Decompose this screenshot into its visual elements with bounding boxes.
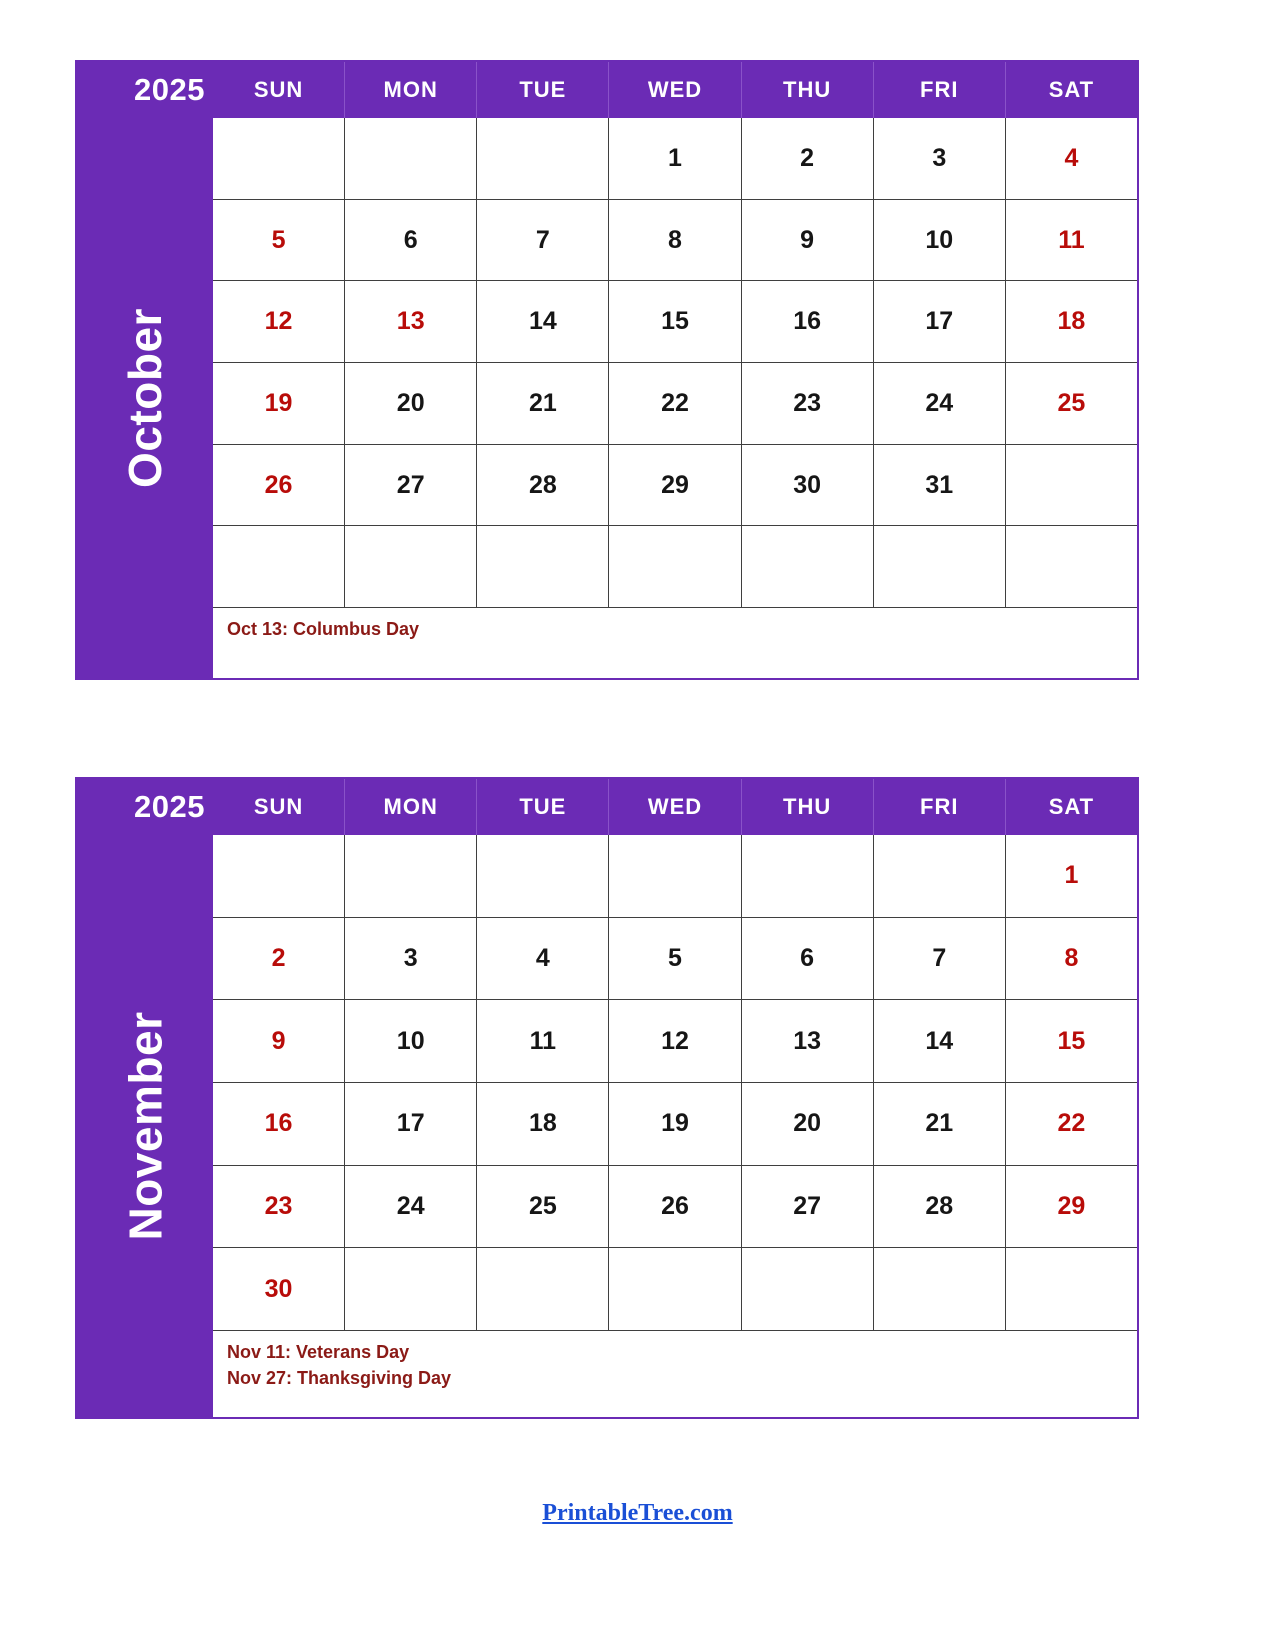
printabletree-link[interactable]: PrintableTree.com [542, 1500, 733, 1526]
week-row [213, 445, 1137, 527]
day-cell [609, 835, 741, 917]
day-cell: 16 [742, 281, 874, 362]
day-cell: 26 [609, 1166, 741, 1248]
weekday-mon: MON [345, 779, 477, 835]
weekday-tue: TUE [477, 779, 609, 835]
day-cell: 1 [609, 118, 741, 199]
month-name-october-text: October [119, 308, 171, 488]
month-name-november [77, 835, 213, 1417]
holiday-item: Nov 11: Veterans Day [227, 1342, 410, 1362]
day-cell [345, 835, 477, 917]
day-cell: 30 [213, 1248, 345, 1330]
day-cell [609, 526, 741, 607]
day-cell: 22 [1057, 1109, 1086, 1138]
day-cell: 18 [477, 1083, 609, 1165]
day-cell [742, 1248, 874, 1330]
week-row [213, 1000, 1137, 1083]
day-cell [477, 835, 609, 917]
day-cell: 22 [609, 363, 741, 444]
day-cell: 5 [609, 918, 741, 1000]
day-cell [213, 118, 345, 199]
day-cell [742, 835, 874, 917]
day-cell: 4 [1064, 143, 1079, 172]
day-cell-holiday: 13 [345, 281, 477, 362]
year-label-october: 2025 [134, 72, 205, 107]
day-cell: 6 [742, 918, 874, 1000]
day-cell: 3 [874, 118, 1006, 199]
weekday-tue: TUE [477, 62, 609, 118]
holiday-list-november [213, 1331, 1137, 1417]
weekday-header-november [213, 779, 1137, 835]
weekday-mon: MON [345, 62, 477, 118]
day-cell [213, 526, 345, 607]
day-cell: 14 [477, 281, 609, 362]
month-band-november [77, 779, 213, 1417]
week-row [213, 118, 1137, 200]
day-cell: 9 [742, 200, 874, 281]
day-cell: 4 [477, 918, 609, 1000]
day-cell: 18 [1057, 307, 1086, 336]
day-cell: 26 [213, 445, 345, 526]
weekday-header-october [213, 62, 1137, 118]
day-cell: 21 [477, 363, 609, 444]
day-cell: 29 [609, 445, 741, 526]
day-cell: 5 [213, 200, 345, 281]
week-row [213, 1166, 1137, 1249]
day-cell: 27 [345, 445, 477, 526]
holiday-list-october [213, 608, 1137, 678]
day-cell: 7 [477, 200, 609, 281]
day-cell: 7 [874, 918, 1006, 1000]
day-cell: 12 [213, 281, 345, 362]
day-cell [874, 1248, 1006, 1330]
day-cell: 25 [477, 1166, 609, 1248]
day-cell: 2 [742, 118, 874, 199]
calendar-october [75, 60, 1139, 680]
day-cell: 12 [609, 1000, 741, 1082]
day-cell [477, 526, 609, 607]
day-cell [874, 835, 1006, 917]
week-row [213, 526, 1137, 608]
day-cell: 19 [609, 1083, 741, 1165]
day-grid-november [213, 835, 1137, 1331]
day-cell: 16 [213, 1083, 345, 1165]
day-cell: 28 [477, 445, 609, 526]
day-cell [1006, 526, 1137, 607]
day-cell [477, 1248, 609, 1330]
weekday-sun: SUN [213, 62, 345, 118]
day-cell: 21 [874, 1083, 1006, 1165]
day-cell: 6 [345, 200, 477, 281]
day-cell: 20 [345, 363, 477, 444]
holiday-item: Nov 27: Thanksgiving Day [227, 1368, 452, 1389]
day-cell: 24 [874, 363, 1006, 444]
day-cell: 14 [874, 1000, 1006, 1082]
day-cell: 10 [345, 1000, 477, 1082]
month-band-october [77, 62, 213, 678]
day-cell: 13 [742, 1000, 874, 1082]
week-row [213, 835, 1137, 918]
day-cell: 9 [213, 1000, 345, 1082]
week-row [213, 1248, 1137, 1331]
day-grid-october [213, 118, 1137, 608]
week-row [213, 200, 1137, 282]
week-row [213, 918, 1137, 1001]
day-cell [1006, 445, 1137, 526]
weekday-wed: WED [609, 62, 741, 118]
weekday-thu: THU [742, 62, 874, 118]
day-cell [345, 1248, 477, 1330]
year-label-november: 2025 [134, 789, 205, 824]
day-cell: 15 [1057, 1026, 1086, 1055]
day-cell: 25 [1057, 388, 1086, 417]
day-cell: 23 [213, 1166, 345, 1248]
weekday-thu: THU [742, 779, 874, 835]
day-cell [213, 835, 345, 917]
day-cell: 11 [477, 1000, 609, 1082]
day-cell: 31 [874, 445, 1006, 526]
week-row [213, 363, 1137, 445]
weekday-wed: WED [609, 779, 741, 835]
day-cell [477, 118, 609, 199]
week-row [213, 281, 1137, 363]
day-cell [874, 526, 1006, 607]
footer [0, 1500, 1275, 1527]
day-cell: 11 [1058, 225, 1085, 254]
weekday-fri: FRI [874, 62, 1006, 118]
week-row [213, 1083, 1137, 1166]
day-cell: 15 [609, 281, 741, 362]
weekday-sat: SAT [1048, 77, 1095, 102]
day-cell: 29 [1057, 1192, 1086, 1221]
day-cell: 1 [1064, 861, 1079, 890]
day-cell [609, 1248, 741, 1330]
weekday-fri: FRI [874, 779, 1006, 835]
day-cell: 17 [345, 1083, 477, 1165]
holiday-item: Oct 13: Columbus Day [227, 619, 420, 639]
weekday-sun: SUN [213, 779, 345, 835]
day-cell: 2 [213, 918, 345, 1000]
month-name-october [77, 118, 213, 678]
day-cell: 8 [609, 200, 741, 281]
day-cell: 30 [742, 445, 874, 526]
day-cell [742, 526, 874, 607]
day-cell [345, 526, 477, 607]
day-cell [1006, 1248, 1137, 1330]
day-cell: 24 [345, 1166, 477, 1248]
day-cell: 17 [874, 281, 1006, 362]
day-cell: 19 [213, 363, 345, 444]
day-cell: 23 [742, 363, 874, 444]
calendar-november [75, 777, 1139, 1419]
day-cell: 10 [874, 200, 1006, 281]
day-cell: 3 [345, 918, 477, 1000]
day-cell [345, 118, 477, 199]
day-cell: 28 [874, 1166, 1006, 1248]
month-name-november-text: November [119, 1011, 171, 1241]
weekday-sat: SAT [1048, 794, 1095, 819]
day-cell: 27 [742, 1166, 874, 1248]
day-cell: 20 [742, 1083, 874, 1165]
day-cell: 8 [1064, 944, 1079, 972]
